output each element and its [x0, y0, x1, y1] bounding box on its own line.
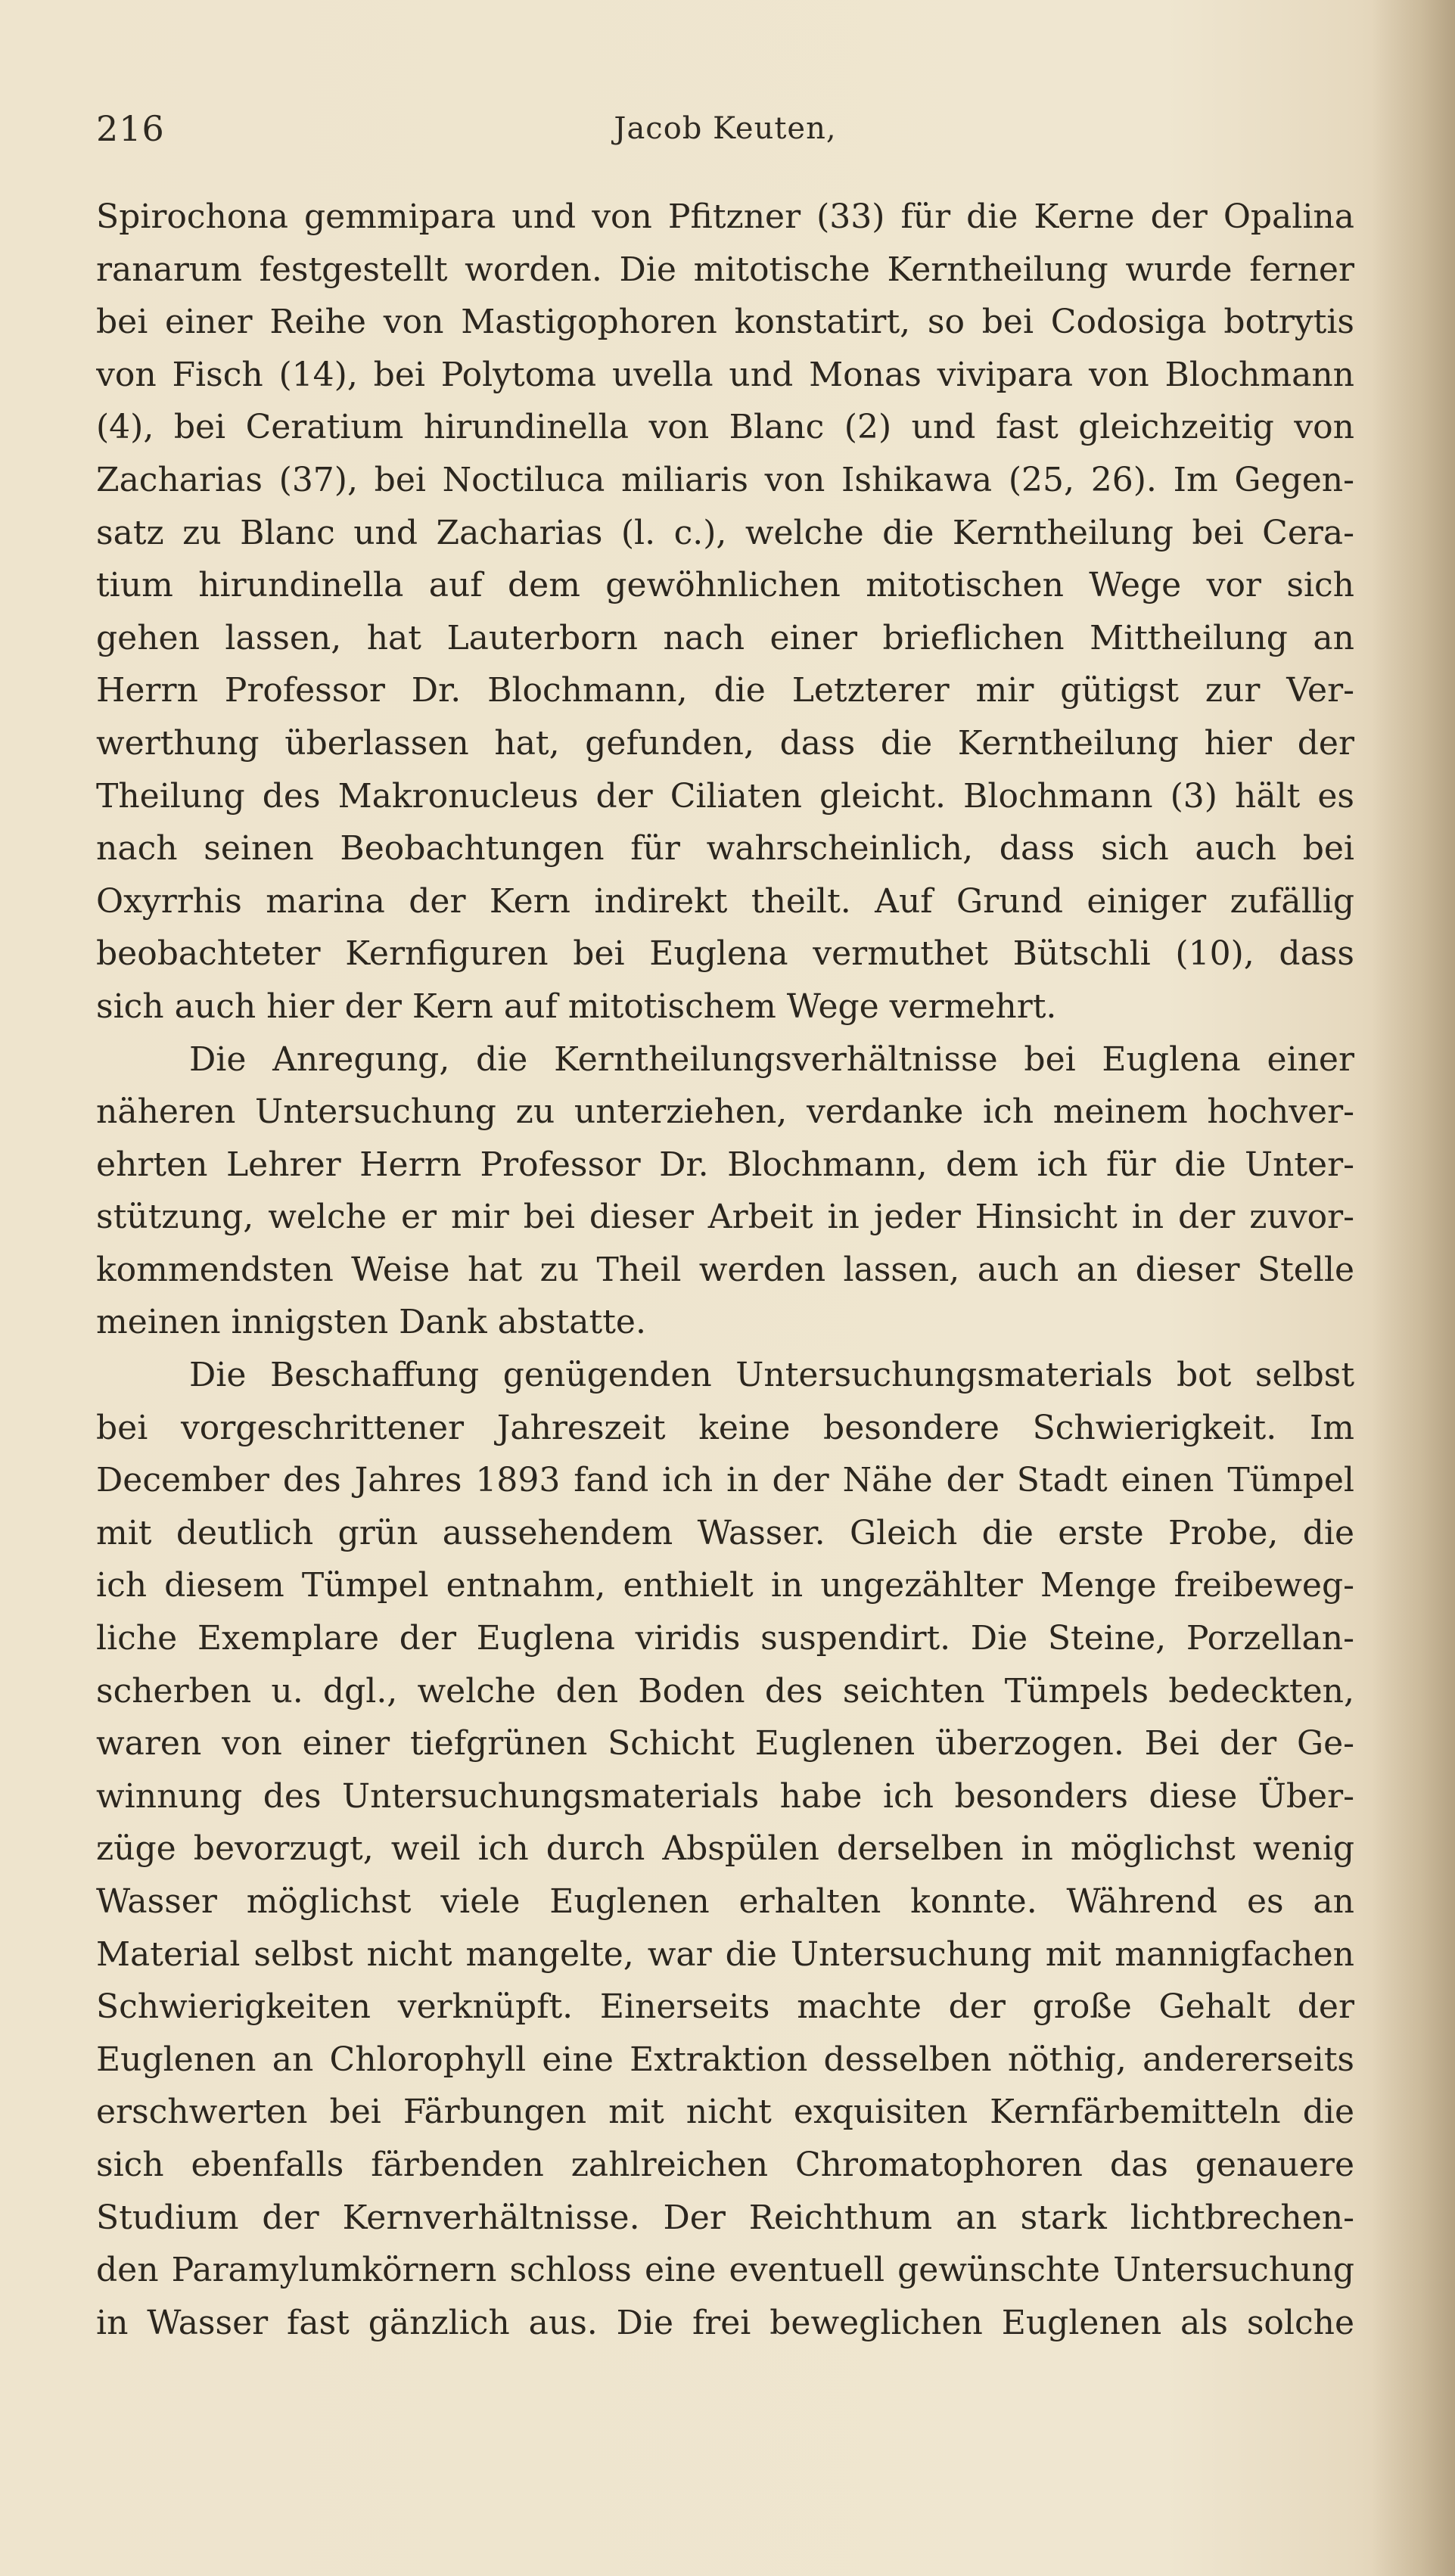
text-line: stützung, welche er mir bei dieser Arbeit in jeder Hinsicht in der zuvor- [96, 1198, 1354, 1237]
text-line: ehrten Lehrer Herrn Professor Dr. Blochmann, dem ich für die Unter- [96, 1145, 1354, 1184]
text-line: kommendsten Weise hat zu Theil werden lassen, auch an dieser Stelle [96, 1250, 1354, 1289]
text-line: liche Exemplare der Euglena viridis suspendirt. Die Steine, Porzellan- [96, 1619, 1354, 1658]
text-line: werthung überlassen hat, gefunden, dass die Kerntheilung hier der [96, 723, 1354, 763]
binding-shadow [1372, 0, 1455, 2576]
page-number: 216 [96, 108, 165, 149]
text-line: von Fisch (14), bei Polytoma uvella und Monas vivipara von Blochmann [96, 355, 1354, 394]
text-line: Euglenen an Chlorophyll eine Extraktion desselben nöthig, andererseits [96, 2040, 1354, 2079]
text-line: Zacharias (37), bei Noctiluca miliaris von Ishikawa (25, 26). Im Gegen- [96, 460, 1354, 499]
text-line: gehen lassen, hat Lauterborn nach einer brieflichen Mittheilung an [96, 618, 1354, 657]
text-line: waren von einer tiefgrünen Schicht Euglenen überzogen. Bei der Ge- [96, 1724, 1354, 1763]
text-line: tium hirundinella auf dem gewöhnlichen mitotischen Wege vor sich [96, 566, 1354, 605]
text-line: satz zu Blanc und Zacharias (l. c.), welche die Kerntheilung bei Cera- [96, 513, 1354, 552]
text-line: näheren Untersuchung zu unterziehen, verdanke ich meinem hochver- [96, 1092, 1354, 1132]
text-line: mit deutlich grün aussehendem Wasser. Gleich die erste Probe, die [96, 1513, 1354, 1552]
text-line: Oxyrrhis marina der Kern indirekt theilt. Auf Grund einiger zufällig [96, 881, 1354, 921]
text-line: Spirochona gemmipara und von Pfitzner (33) für die Kerne der Opalina [96, 197, 1354, 236]
text-line: Schwierigkeiten verknüpft. Einerseits machte der große Gehalt der [96, 1987, 1354, 2027]
running-head: Jacob Keuten, [614, 111, 837, 146]
text-line: bei einer Reihe von Mastigophoren konstatirt, so bei Codosiga botrytis [96, 303, 1354, 342]
text-line: scherben u. dgl., welche den Boden des seichten Tümpels bedeckten, [96, 1671, 1354, 1711]
text-line: in Wasser fast gänzlich aus. Die frei beweglichen Euglenen als solche [96, 2303, 1354, 2342]
text-line: züge bevorzugt, weil ich durch Abspülen derselben in möglichst wenig [96, 1829, 1354, 1869]
paragraph-end-line: sich auch hier der Kern auf mitotischem Wege vermehrt. [96, 987, 1057, 1026]
text-line: bei vorgeschrittener Jahreszeit keine besondere Schwierigkeit. Im [96, 1408, 1354, 1447]
text-line: Theilung des Makronucleus der Ciliaten gleicht. Blochmann (3) hält es [96, 776, 1354, 816]
page-header [96, 106, 1354, 159]
paragraph-end-line: meinen innigsten Dank abstatte. [96, 1303, 646, 1342]
text-line: ranarum festgestellt worden. Die mitotische Kerntheilung wurde ferner [96, 250, 1354, 289]
paragraph-start-line: Die Beschaffung genügenden Untersuchungsmaterials bot selbst [189, 1356, 1354, 1395]
text-line: den Paramylumkörnern schloss eine eventuell gewünschte Untersuchung [96, 2251, 1354, 2290]
text-line: nach seinen Beobachtungen für wahrscheinlich, dass sich auch bei [96, 829, 1354, 869]
text-line: Wasser möglichst viele Euglenen erhalten konnte. Während es an [96, 1882, 1354, 1921]
text-line: Herrn Professor Dr. Blochmann, die Letzterer mir gütigst zur Ver- [96, 671, 1354, 710]
text-line: December des Jahres 1893 fand ich in der Nähe der Stadt einen Tümpel [96, 1461, 1354, 1500]
text-line: sich ebenfalls färbenden zahlreichen Chromatophoren das genauere [96, 2145, 1354, 2184]
text-line: (4), bei Ceratium hirundinella von Blanc (2) und fast gleichzeitig von [96, 408, 1354, 447]
text-line: erschwerten bei Färbungen mit nicht exquisiten Kernfärbemitteln die [96, 2093, 1354, 2132]
text-line: Material selbst nicht mangelte, war die Untersuchung mit mannigfachen [96, 1934, 1354, 1974]
text-line: Studium der Kernverhältnisse. Der Reichthum an stark lichtbrechen- [96, 2198, 1354, 2237]
paragraph-start-line: Die Anregung, die Kerntheilungsverhältnisse bei Euglena einer [189, 1039, 1354, 1079]
text-line: beobachteter Kernfiguren bei Euglena vermuthet Bütschli (10), dass [96, 934, 1354, 974]
text-line: winnung des Untersuchungsmaterials habe ich besonders diese Über- [96, 1776, 1354, 1816]
text-line: ich diesem Tümpel entnahm, enthielt in ungezählter Menge freibeweg- [96, 1566, 1354, 1605]
body-text [96, 191, 1354, 2349]
